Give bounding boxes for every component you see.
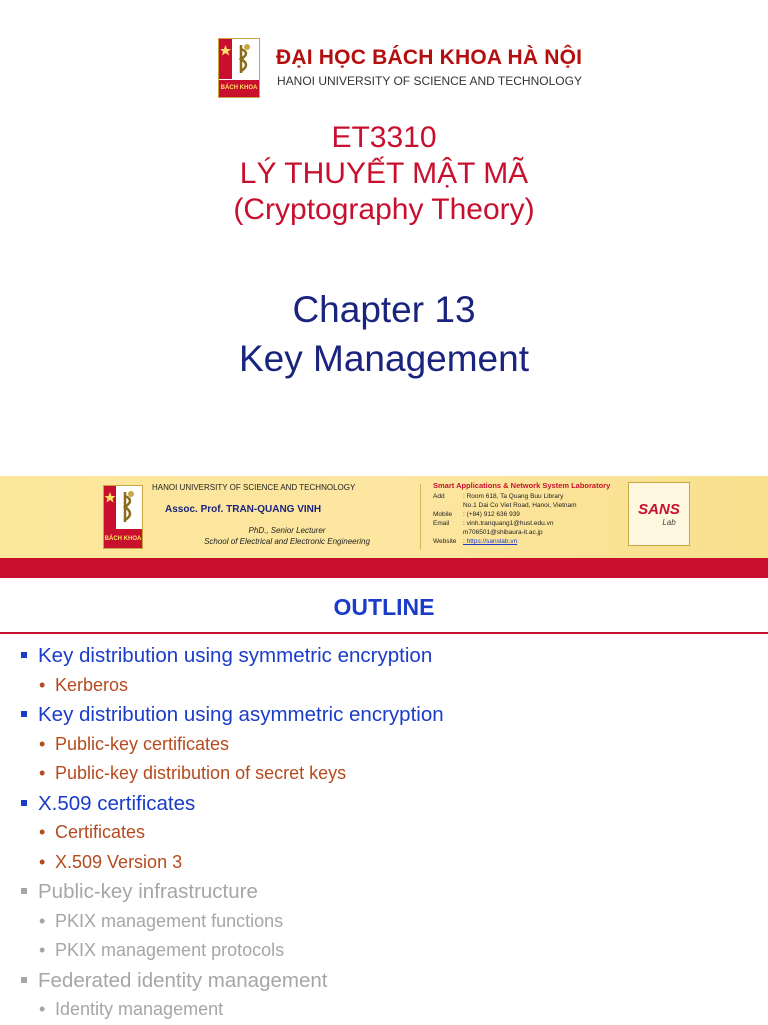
instructor-banner bbox=[0, 476, 768, 558]
instructor-name: Assoc. Prof. TRAN-QUANG VINH bbox=[165, 504, 322, 515]
outline-subitem-text: X.509 Version 3 bbox=[55, 851, 183, 872]
outline-subitem bbox=[20, 936, 760, 966]
course-name-vn: LÝ THUYẾT MẬT MÃ bbox=[239, 157, 529, 190]
logo-label: BÁCH KHOA bbox=[219, 80, 259, 97]
email-primary: : vinh.tranquang1@hust.edu.vn bbox=[463, 520, 554, 527]
outline-subitem-text: PKIX management protocols bbox=[55, 940, 285, 960]
dot-bullet-icon: • bbox=[39, 940, 46, 960]
email-label: Email bbox=[433, 520, 450, 527]
lab-contact-info bbox=[433, 492, 577, 546]
sans-logo-subtext: Lab bbox=[662, 518, 676, 527]
outline-subitem-text: PKIX management functions bbox=[55, 910, 284, 931]
course-code: ET3310 bbox=[331, 121, 437, 154]
banner-university: HANOI UNIVERSITY OF SCIENCE AND TECHNOLOGY bbox=[152, 483, 356, 492]
outline-item-text: Key distribution using asymmetric encryption bbox=[38, 703, 444, 726]
outline-list bbox=[20, 641, 760, 1025]
chapter-number: Chapter 13 bbox=[292, 289, 476, 330]
banner-university-logo bbox=[103, 485, 143, 549]
dot-bullet-icon: • bbox=[39, 999, 46, 1019]
outline-subitem bbox=[20, 759, 760, 789]
email-secondary: m706501@shibaura-it.ac.jp bbox=[463, 529, 543, 536]
outline-subitem-text: Identity management bbox=[55, 999, 224, 1019]
address-line-2: No.1 Dai Co Viet Road, Hanoi, Vietnam bbox=[463, 502, 577, 509]
sans-lab-logo bbox=[628, 482, 690, 546]
square-bullet-icon bbox=[21, 977, 27, 983]
outline-subitem bbox=[20, 995, 760, 1025]
outline-item-text: Public-key infrastructure bbox=[38, 880, 258, 903]
university-name-vn: ĐẠI HỌC BÁCH KHOA HÀ NỘI bbox=[276, 46, 583, 69]
dot-bullet-icon: • bbox=[39, 851, 46, 872]
website-link[interactable]: : https://sanslab.vn bbox=[463, 538, 518, 545]
course-title-block bbox=[0, 120, 768, 228]
outline-item bbox=[20, 877, 760, 907]
outline-subitem-text: Kerberos bbox=[55, 674, 129, 695]
course-name-en: (Cryptography Theory) bbox=[233, 193, 535, 226]
address-line-1: : Room 618, Ta Quang Buu Library bbox=[463, 493, 564, 500]
outline-item bbox=[20, 789, 760, 819]
square-bullet-icon bbox=[21, 800, 27, 806]
outline-subitem bbox=[20, 671, 760, 701]
instructor-position: PhD., Senior Lecturer bbox=[248, 526, 326, 535]
outline-item-text: Federated identity management bbox=[38, 968, 328, 992]
dot-bullet-icon: • bbox=[39, 674, 46, 695]
outline-subitem bbox=[20, 818, 760, 848]
address-label: Add bbox=[433, 493, 445, 500]
outline-item-text: X.509 certificates bbox=[38, 791, 196, 815]
banner-logo-emblem-icon bbox=[104, 486, 142, 529]
outline-subitem bbox=[20, 848, 760, 878]
dot-bullet-icon: • bbox=[39, 822, 46, 842]
sans-logo-text: SANS bbox=[638, 501, 680, 518]
chapter-title: Key Management bbox=[238, 338, 529, 379]
banner-logo-label: BÁCH KHOA bbox=[104, 529, 142, 548]
outline-title: OUTLINE bbox=[333, 594, 435, 620]
outline-subitem-text: Certificates bbox=[55, 822, 146, 842]
instructor-school: School of Electrical and Electronic Engineering bbox=[204, 537, 370, 546]
red-separator-strip bbox=[0, 558, 768, 578]
website-label: Website bbox=[433, 538, 457, 545]
dot-bullet-icon: • bbox=[39, 733, 46, 754]
mobile-number: : (+84) 912 636 939 bbox=[463, 511, 520, 518]
outline-subitem-text: Public-key distribution of secret keys bbox=[55, 763, 347, 783]
square-bullet-icon bbox=[21, 652, 27, 658]
outline-item bbox=[20, 966, 760, 996]
square-bullet-icon bbox=[21, 711, 27, 717]
university-logo bbox=[218, 38, 260, 98]
outline-item bbox=[20, 700, 760, 730]
dot-bullet-icon: • bbox=[39, 910, 46, 931]
outline-item bbox=[20, 641, 760, 671]
outline-subitem-text: Public-key certificates bbox=[55, 733, 230, 754]
outline-rule bbox=[0, 632, 768, 634]
banner-divider bbox=[420, 484, 421, 550]
chapter-title-block bbox=[0, 285, 768, 383]
lab-name: Smart Applications & Network System Laboratory bbox=[433, 481, 611, 490]
outline-subitem bbox=[20, 907, 760, 937]
logo-emblem-icon bbox=[219, 39, 259, 80]
square-bullet-icon bbox=[21, 888, 27, 894]
outline-subitem bbox=[20, 730, 760, 760]
mobile-label: Mobile bbox=[433, 511, 453, 518]
dot-bullet-icon: • bbox=[39, 763, 46, 783]
university-name-en: HANOI UNIVERSITY OF SCIENCE AND TECHNOLOGY bbox=[277, 74, 582, 88]
outline-item-text: Key distribution using symmetric encryption bbox=[38, 644, 433, 667]
